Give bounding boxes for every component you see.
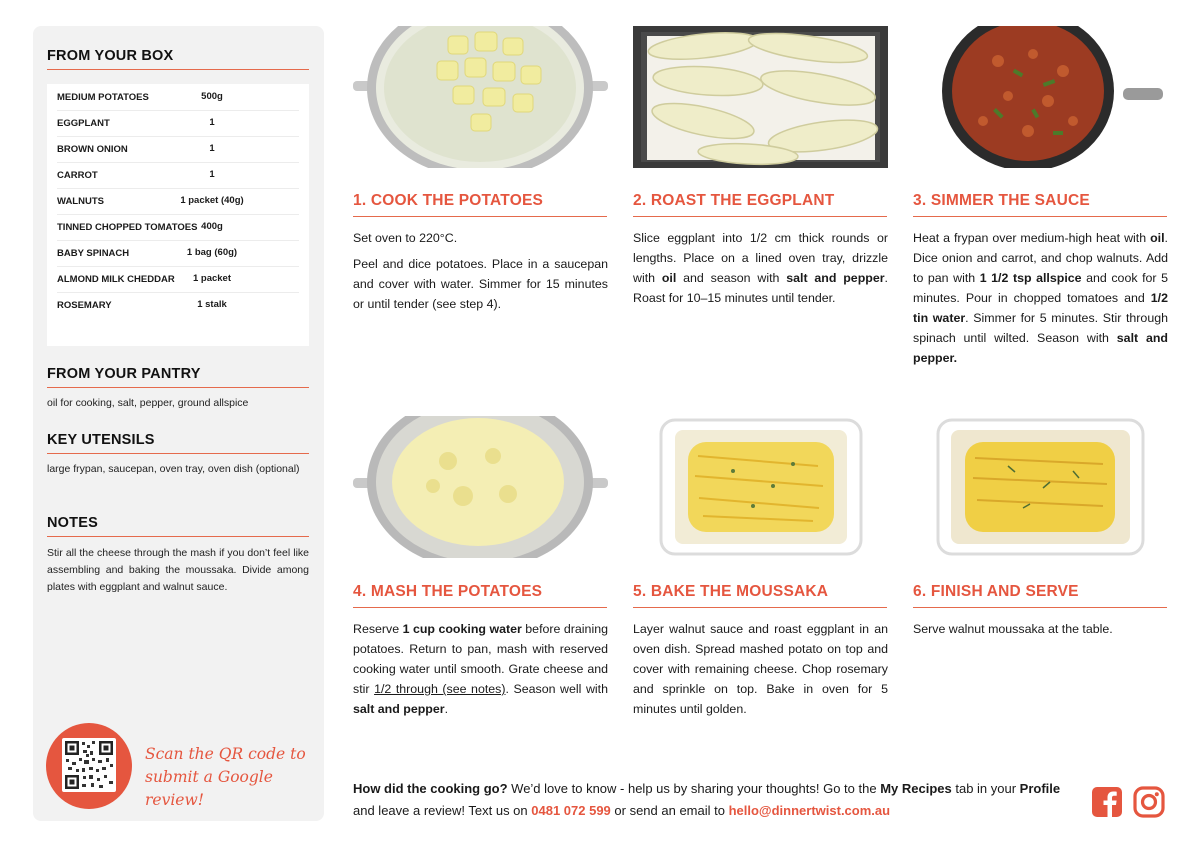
feedback-footer: How did the cooking go? We’d love to know - help us by sharing your thoughts! Go to the My Recipes tab in your Profile and leave a review! Text us on 0481 072 599 or send an email to hello@dinnertwist.com.au bbox=[353, 781, 1061, 818]
ingredient-qty: 1 bbox=[209, 143, 215, 154]
baked-moussaka-photo bbox=[913, 416, 1168, 558]
mashed-potato-in-saucepan-photo bbox=[353, 416, 608, 558]
step-3-text: Heat a frypan over medium-high heat with oil. Dice onion and carrot, and chop walnuts. Add to pan with 1 1/2 tsp allspice and cook for 5 minutes. Pour in chopped tomatoes and 1/2 tin water. Simmer for 5 minutes. Stir through spinach until wilted. Season with salt and pepper. bbox=[913, 231, 1168, 365]
step-5-title: 5. BAKE THE MOUSSAKA bbox=[633, 583, 887, 608]
step-3-title: 3. SIMMER THE SAUCE bbox=[913, 192, 1167, 217]
qr-cta-line-1: Scan the QR code to bbox=[145, 745, 306, 763]
from-your-box-heading: FROM YOUR BOX bbox=[47, 48, 309, 70]
pantry-text: oil for cooking, salt, pepper, ground allspice bbox=[47, 397, 249, 409]
ingredient-qty: 1 bbox=[209, 169, 215, 180]
ingredient-row bbox=[57, 292, 299, 318]
ingredient-name: WALNUTS bbox=[57, 196, 104, 207]
ingredient-name: CARROT bbox=[57, 170, 98, 181]
step-4-title: 4. MASH THE POTATOES bbox=[353, 583, 607, 608]
sidebar-panel bbox=[33, 26, 324, 821]
ingredient-qty: 1 stalk bbox=[197, 299, 227, 310]
ingredient-name: TINNED CHOPPED TOMATOES bbox=[57, 222, 198, 233]
step-1-text bbox=[353, 228, 608, 320]
ingredient-qty: 1 packet (40g) bbox=[180, 195, 244, 206]
ingredient-row bbox=[57, 240, 299, 267]
ingredient-name: ALMOND MILK CHEDDAR bbox=[57, 274, 175, 285]
ingredient-row bbox=[57, 84, 299, 111]
step-1-paragraph-2: Peel and dice potatoes. Place in a saucepan and cover with water. Simmer for 15 minutes or until tender (see step 4). bbox=[353, 257, 608, 311]
ingredient-qty: 1 bag (60g) bbox=[186, 247, 238, 258]
email-link[interactable]: hello@dinnertwist.com.au bbox=[728, 803, 891, 818]
step-1-title: 1. COOK THE POTATOES bbox=[353, 192, 607, 217]
phone-number-link[interactable]: 0481 072 599 bbox=[531, 803, 611, 818]
step-4-text: Reserve 1 cup cooking water before draining potatoes. Return to pan, mash with reserved cooking water until smooth. Grate cheese and stir 1/2 through (see notes). Season well with salt and pepper. bbox=[353, 622, 608, 716]
ingredient-name: EGGPLANT bbox=[57, 118, 110, 129]
walnut-sauce-in-frypan-photo bbox=[913, 26, 1168, 168]
ingredient-qty: 1 packet bbox=[192, 273, 232, 284]
ingredient-row bbox=[57, 188, 299, 215]
ingredient-row bbox=[57, 214, 299, 241]
from-your-pantry-heading: FROM YOUR PANTRY bbox=[47, 366, 309, 388]
qr-call-to-action bbox=[145, 743, 315, 812]
notes-text: Stir all the cheese through the mash if you don’t feel like assembling and baking the moussaka. Divide among plates with eggplant and walnut sauce. bbox=[47, 547, 309, 593]
ingredient-name: BABY SPINACH bbox=[57, 248, 130, 259]
qr-cta-line-2: submit a Google review! bbox=[145, 768, 273, 809]
ingredient-row bbox=[57, 110, 299, 137]
key-utensils-heading: KEY UTENSILS bbox=[47, 432, 309, 454]
step-1-paragraph-1: Set oven to 220°C. bbox=[353, 231, 458, 245]
facebook-icon[interactable] bbox=[1091, 786, 1123, 818]
step-6-title: 6. FINISH AND SERVE bbox=[913, 583, 1167, 608]
ingredient-name: MEDIUM POTATOES bbox=[57, 92, 149, 103]
ingredient-row bbox=[57, 162, 299, 189]
qr-badge[interactable] bbox=[46, 723, 132, 809]
ingredient-name: ROSEMARY bbox=[57, 300, 112, 311]
utensils-text: large frypan, saucepan, oven tray, oven dish (optional) bbox=[47, 463, 300, 475]
see-notes-link[interactable]: 1/2 through (see notes) bbox=[374, 682, 506, 696]
ingredient-qty: 1 bbox=[209, 117, 215, 128]
ingredient-qty: 500g bbox=[201, 91, 223, 102]
ingredient-row bbox=[57, 266, 299, 293]
ingredients-table bbox=[47, 84, 309, 346]
step-2-title: 2. ROAST THE EGGPLANT bbox=[633, 192, 887, 217]
step-5-text: Layer walnut sauce and roast eggplant in an oven dish. Spread mashed potato on top and cover with remaining cheese. Chop rosemary and sprinkle on top. Bake in oven for 5 minutes until golden. bbox=[633, 622, 888, 716]
notes-heading: NOTES bbox=[47, 515, 309, 537]
step-2-text: Slice eggplant into 1/2 cm thick rounds or lengths. Place on a lined oven tray, drizzle with oil and season with salt and pepper. Roast for 10–15 minutes until tender. bbox=[633, 231, 888, 305]
potatoes-in-saucepan-photo bbox=[353, 26, 608, 168]
ingredient-name: BROWN ONION bbox=[57, 144, 128, 155]
eggplant-on-tray-photo bbox=[633, 26, 888, 168]
instagram-icon[interactable] bbox=[1133, 786, 1165, 818]
ingredient-qty: 400g bbox=[201, 221, 223, 232]
moussaka-with-cheese-photo bbox=[633, 416, 888, 558]
step-6-text: Serve walnut moussaka at the table. bbox=[913, 622, 1113, 636]
ingredient-row bbox=[57, 136, 299, 163]
qr-code-icon[interactable] bbox=[62, 738, 116, 792]
